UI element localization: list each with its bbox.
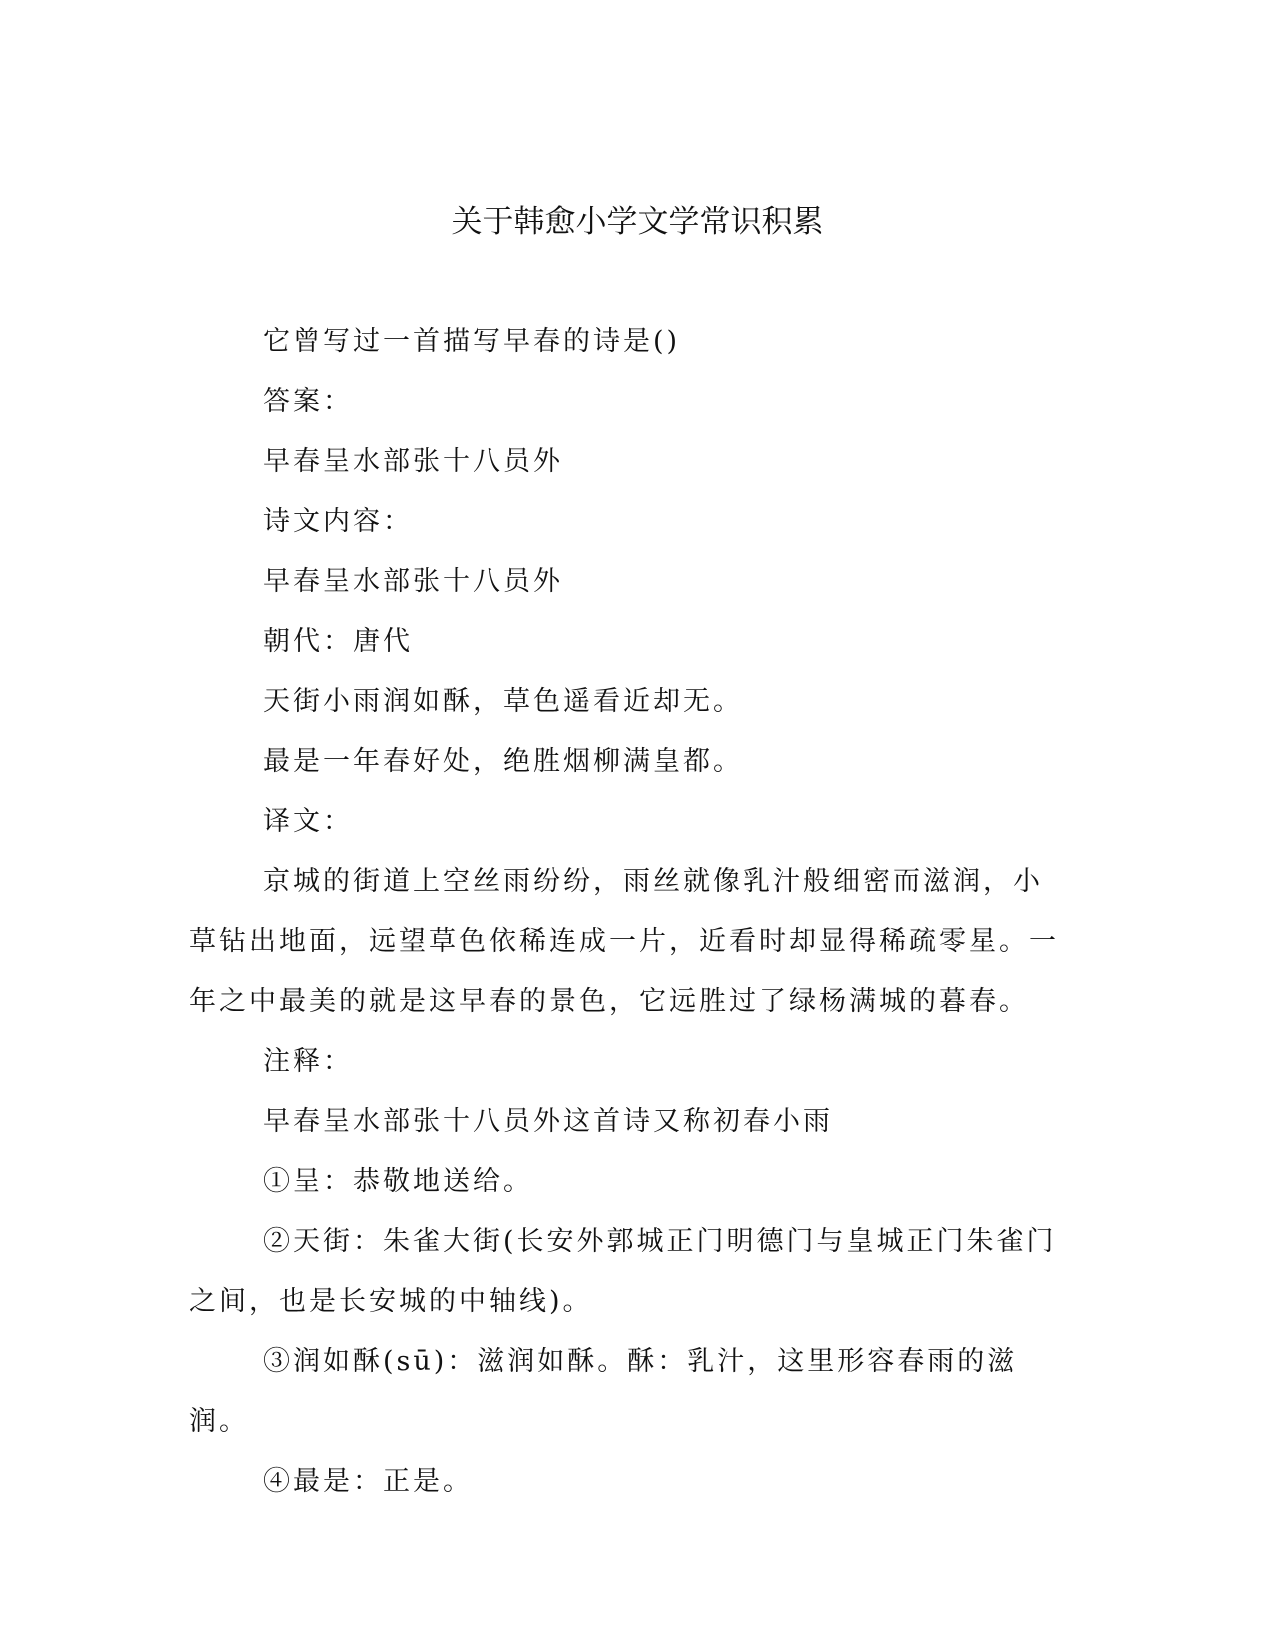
note-item-2: ②天街：朱雀大街(长安外郭城正门明德门与皇城正门朱雀门之间，也是长安城的中轴线)。 bbox=[189, 1226, 1057, 1317]
note-item-4: ④最是：正是。 bbox=[263, 1466, 473, 1497]
question-line: 它曾写过一首描写早春的诗是() bbox=[263, 326, 681, 357]
poem-content-label: 诗文内容： bbox=[263, 506, 413, 537]
poem-line-2: 最是一年春好处，绝胜烟柳满皇都。 bbox=[263, 746, 743, 777]
notes-label: 注释： bbox=[263, 1046, 353, 1077]
poem-title: 早春呈水部张十八员外 bbox=[263, 566, 563, 597]
poem-dynasty: 朝代：唐代 bbox=[263, 626, 413, 657]
answer-label: 答案： bbox=[263, 386, 353, 417]
poem-line-1: 天街小雨润如酥，草色遥看近却无。 bbox=[263, 686, 743, 717]
note-item-1: ①呈：恭敬地送给。 bbox=[263, 1166, 533, 1197]
answer-title: 早春呈水部张十八员外 bbox=[263, 446, 563, 477]
translation-label: 译文： bbox=[263, 806, 353, 837]
translation-text: 京城的街道上空丝雨纷纷，雨丝就像乳汁般细密而滋润，小草钻出地面，远望草色依稀连成一片，近看时却显得稀疏零星。一年之中最美的就是这早春的景色，它远胜过了绿杨满城的暮春。 bbox=[189, 866, 1059, 1017]
document-body bbox=[189, 312, 1069, 1512]
page-title: 关于韩愈小学文学常识积累 bbox=[451, 204, 824, 240]
note-item-3: ③润如酥(sū)：滋润如酥。酥：乳汁，这里形容春雨的滋润。 bbox=[189, 1346, 1018, 1437]
notes-intro: 早春呈水部张十八员外这首诗又称初春小雨 bbox=[263, 1106, 833, 1137]
